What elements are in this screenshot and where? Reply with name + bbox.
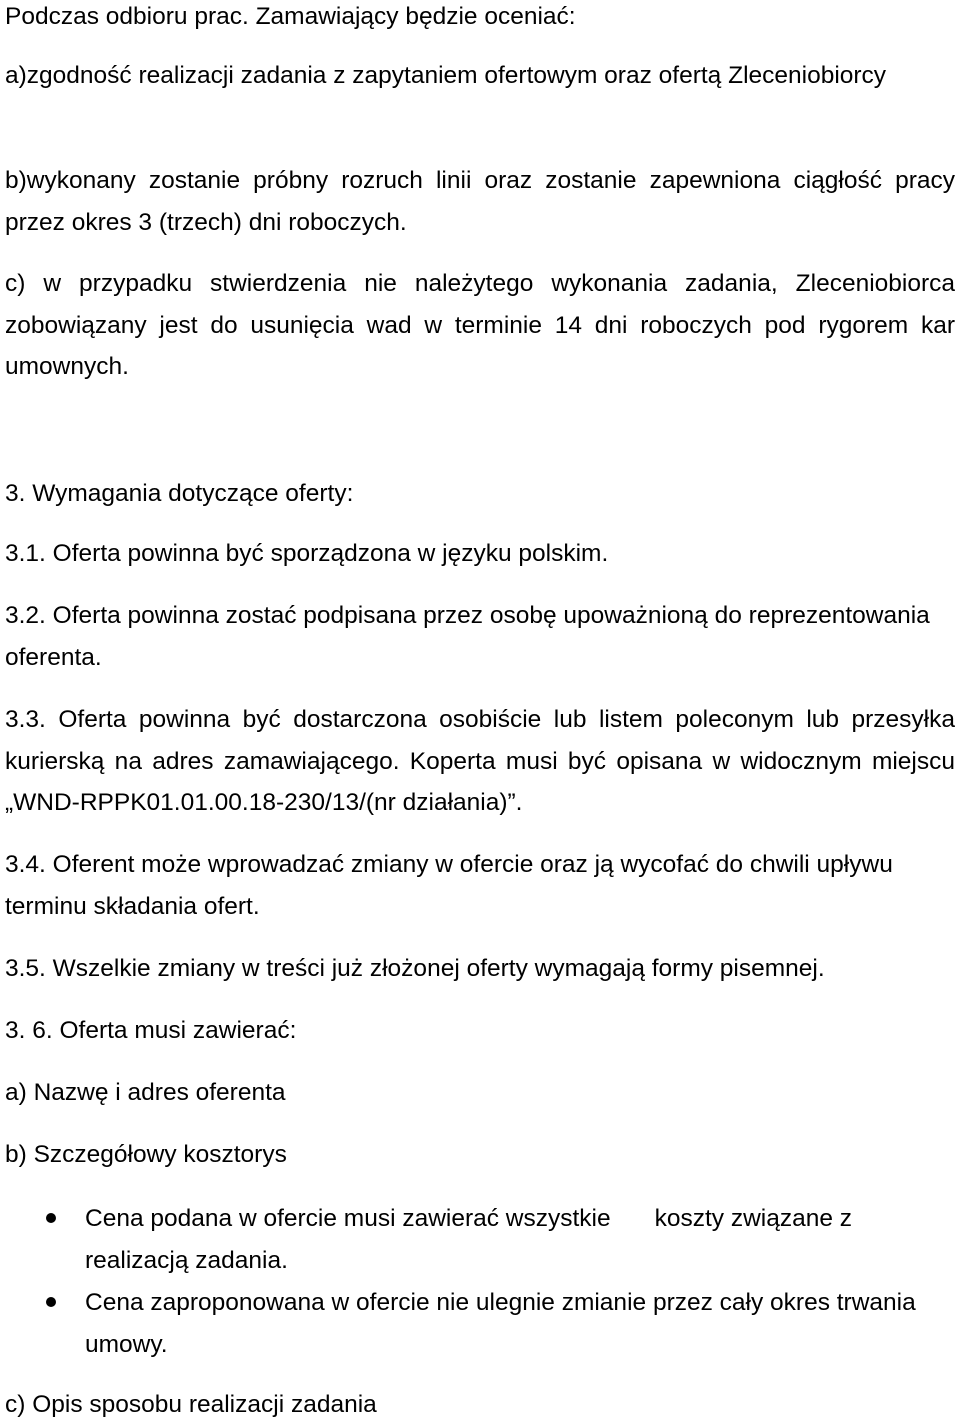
requirement-3-4: 3.4. Oferent może wprowadzać zmiany w ofercie oraz ją wycofać do chwili upływu terminu składania ofert. [5,851,893,920]
criterion-c: c) w przypadku stwierdzenia nie należytego wykonania zadania, Zleceniobiorca zobowiązany jest do usunięcia wad w terminie 14 dni roboczych pod rygorem kar umownych. [5,270,955,380]
requirement-3-1: 3.1. Oferta powinna być sporządzona w języku polskim. [5,540,609,567]
requirement-3-6: 3. 6. Oferta musi zawierać: [5,1017,297,1044]
contents-item-a: a) Nazwę i adres oferenta [5,1079,286,1106]
bullet-item-2-text: Cena zaproponowana w ofercie nie ulegnie zmianie przez cały okres trwania umowy. [85,1289,916,1358]
requirement-3-3: 3.3. Oferta powinna być dostarczona osobiście lub listem poleconym lub przesyłka kurierską na adres zamawiającego. Koperta musi być opisana w widocznym miejscu „WND-RPPK01.01.00.18-230/13/(nr działania)”. [5,706,955,816]
contents-item-c: c) Opis sposobu realizacji zadania [5,1391,377,1418]
contents-item-b: b) Szczegółowy kosztorys [5,1141,287,1168]
requirement-3-2: 3.2. Oferta powinna zostać podpisana przez osobę upoważnioną do reprezentowania oferenta. [5,602,930,671]
requirement-3-5: 3.5. Wszelkie zmiany w treści już złożonej oferty wymagają formy pisemnej. [5,955,825,982]
criterion-b: b)wykonany zostanie próbny rozruch linii oraz zostanie zapewniona ciągłość pracy przez okres 3 (trzech) dni roboczych. [5,167,955,236]
bullet-item-1-text: Cena podana w ofercie musi zawierać wszystkie koszty związane z realizacją zadania. [85,1205,853,1274]
bullet-icon [46,1213,56,1223]
criterion-a: a)zgodność realizacji zadania z zapytaniem ofertowym oraz ofertą Zleceniobiorcy [5,62,887,89]
bullet-icon [46,1297,56,1307]
intro-line: Podczas odbioru prac. Zamawiający będzie oceniać: [5,3,576,30]
section-heading: 3. Wymagania dotyczące oferty: [5,480,354,507]
